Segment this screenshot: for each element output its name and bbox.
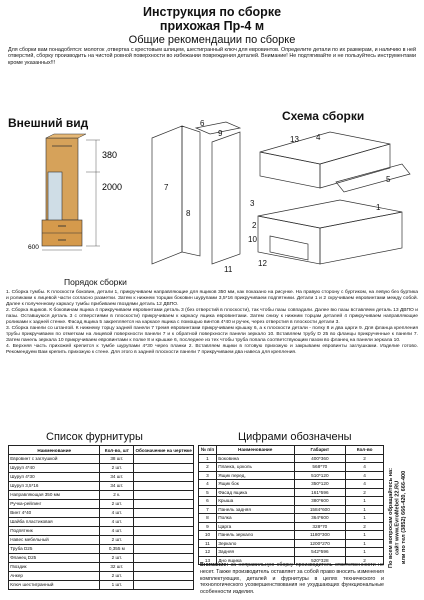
assembly-scheme-drawing [140, 119, 418, 284]
parts-row [199, 548, 384, 557]
parts-row [199, 514, 384, 523]
part-name: Царга [216, 522, 294, 531]
part-qty: 1 [346, 539, 384, 548]
part-size: 1584*600 [294, 505, 346, 514]
part-number: 12 [199, 548, 217, 557]
part-name: Ящик перед, [216, 471, 294, 480]
fittings-row [9, 563, 194, 572]
scheme-label: 12 [258, 259, 267, 268]
part-qty: 2 [346, 488, 384, 497]
scheme-label: 2 [252, 221, 257, 230]
scheme-drawer-front [260, 152, 320, 188]
scheme-drawer-top [260, 132, 390, 164]
fitting-name: Труба D25 [9, 545, 100, 554]
fittings-row [9, 464, 194, 473]
part-name: Задняя [216, 548, 294, 557]
part-number: 1 [199, 454, 217, 463]
scheme-label: 3 [250, 199, 255, 208]
warning-text: за неправильную сборку производитель ответственности не несет. Также производитель оставляет за собой право вносить изменения комплектующих, деталей и фурнитуры в целях технического и технологического усовершенствования не ухудшающих функциональные особенности изделия. [200, 562, 384, 596]
height-dimension-label: 2000 [102, 182, 123, 192]
fittings-row [9, 482, 194, 491]
contact-line3: или по тел (3852) 666-420, 666-400 [401, 470, 407, 565]
parts-col-number: № п/п [199, 446, 217, 455]
fitting-qty: 4 шт. [100, 527, 134, 536]
fittings-row [9, 545, 194, 554]
part-number: 8 [199, 514, 217, 523]
fitting-qty: 34 шт. [100, 473, 134, 482]
fittings-col-qty: Кол-во, шт [100, 446, 134, 455]
fitting-mark [134, 545, 194, 554]
part-size: 520*328 [294, 556, 346, 565]
part-qty: 1 [346, 531, 384, 540]
fitting-mark [134, 473, 194, 482]
part-qty: 4 [346, 480, 384, 489]
fittings-col-name: Наименование [9, 446, 100, 455]
parts-row [199, 522, 384, 531]
exterior-view-heading: Внешний вид [8, 116, 89, 130]
parts-table [198, 445, 384, 565]
scheme-mirror-panel [212, 132, 240, 264]
assembly-step: 3. Сборка панели со штангой. К нижнему торцу задней панели 7 тремя евровинтами прикручиваем крышку 6, а к плоскости детали - полку 8 и два царги 9. Для фланца крепления трубы прикручиваем по отметкам на лицевой поверхности панели 7 и к обратной поверхности панели зеркало 10. Вставляем трубу D 25 во фланцы прикрученные к панели 7. Затем панель зеркала 10 прикручиваем евровинтами к полке 8 и крышке 6, последнее из тех чтобы труба попала соответствующим пазом во фланец на панели зеркала 10. [6, 326, 418, 344]
fitting-mark [134, 482, 194, 491]
scheme-label: 5 [386, 175, 391, 184]
part-size: 1200*270 [294, 539, 346, 548]
fittings-table [8, 445, 194, 590]
contact-line1: По всем вопросам обращайтесь на: [388, 467, 394, 568]
scheme-label: 13 [290, 135, 299, 144]
fitting-mark [134, 464, 194, 473]
document-title-line1: Инструкция по сборке [142, 5, 282, 19]
fittings-row [9, 500, 194, 509]
fittings-heading: Список фурнитуры [46, 431, 143, 443]
scheme-cabinet-side [320, 212, 402, 264]
part-number: 4 [199, 480, 217, 489]
part-number: 11 [199, 539, 217, 548]
scheme-drawer-face [336, 164, 410, 192]
part-number: 5 [199, 488, 217, 497]
part-number: 7 [199, 505, 217, 514]
assembly-scheme-heading: Схема сборки [282, 109, 365, 123]
fitting-name: Ключ шестигранный [9, 581, 100, 590]
fitting-qty: 38 шт. [100, 455, 134, 464]
scheme-back-panel-side [182, 126, 200, 256]
part-qty: 2 [346, 556, 384, 565]
scheme-label: 7 [164, 183, 169, 192]
part-size: 380*600 [294, 497, 346, 506]
part-size: 161*596 [294, 488, 346, 497]
part-name: Панель зеркало [216, 531, 294, 540]
fitting-mark [134, 563, 194, 572]
parts-col-size: Габарит [294, 446, 346, 455]
fitting-qty: 0,355 м [100, 545, 134, 554]
scheme-drawer-lower [270, 236, 308, 260]
parts-row [199, 454, 384, 463]
part-number: 10 [199, 531, 217, 540]
part-size: 364*600 [294, 514, 346, 523]
fitting-qty: 4 шт. [100, 518, 134, 527]
fittings-row [9, 455, 194, 464]
fitting-name: Шайба пластиковая [9, 518, 100, 527]
scheme-back-panel [152, 126, 182, 264]
part-qty: 4 [346, 463, 384, 472]
fittings-row [9, 473, 194, 482]
fittings-row [9, 572, 194, 581]
fitting-qty: 4 шт. [100, 509, 134, 518]
general-recommendations-heading: Общие рекомендации по сборке [128, 34, 296, 46]
part-number: 6 [199, 497, 217, 506]
parts-header-row [199, 446, 384, 455]
fitting-qty: 2 к. [100, 491, 134, 500]
assembly-steps [6, 290, 418, 357]
part-qty: 2 [346, 454, 384, 463]
part-qty: 1 [346, 514, 384, 523]
parts-row [199, 480, 384, 489]
fitting-qty: 2 шт. [100, 554, 134, 563]
fitting-name: Шуруп 4*40 [9, 464, 100, 473]
fitting-name: Шуруп 3,5*16 [9, 482, 100, 491]
warning-label: Внимание: [200, 562, 229, 568]
fittings-row [9, 536, 194, 545]
fittings-row [9, 554, 194, 563]
parts-row [199, 463, 384, 472]
fittings-row [9, 518, 194, 527]
parts-col-qty: Кол-во [346, 446, 384, 455]
contact-line2: сайт www.EvroMebel 22.RU [394, 480, 401, 555]
fitting-mark [134, 500, 194, 509]
exterior-view-drawing [6, 132, 136, 258]
part-name: Боковина [216, 454, 294, 463]
scheme-label: 1 [376, 203, 381, 212]
part-number: 2 [199, 463, 217, 472]
fitting-mark [134, 536, 194, 545]
parts-row [199, 531, 384, 540]
fitting-name: Фланец D25 [9, 554, 100, 563]
assembly-step: 4. Верхняя часть прихожей крепится к тумбе шурупами 4*30 через планки 2. Вставляем ящики в готовую прихожую и закрываем евровинты заглушками. Изделие готово. Рекомендуем Вам крепить прихожую к стене. Для этого в задней плоскости панели 7 прикручиваем два навеса для крепления. [6, 344, 418, 356]
parts-row [199, 505, 384, 514]
scheme-label: 9 [218, 129, 223, 138]
parts-row [199, 497, 384, 506]
fitting-mark [134, 572, 194, 581]
fitting-qty: 2 шт. [100, 464, 134, 473]
fitting-name: Шуруп 4*30 [9, 473, 100, 482]
parts-row [199, 539, 384, 548]
fitting-name: Евровинт с заглушкой [9, 455, 100, 464]
fitting-mark [134, 527, 194, 536]
part-name: Фасад ящика [216, 488, 294, 497]
fitting-qty: 2 шт. [100, 500, 134, 509]
part-size: 568*70 [294, 463, 346, 472]
fittings-row [9, 581, 194, 590]
fitting-mark [134, 581, 194, 590]
scheme-label: 10 [248, 235, 257, 244]
document-title-line2: прихожая Пр-4 м [159, 19, 265, 33]
fittings-row [9, 509, 194, 518]
fitting-name: Анкер [9, 572, 100, 581]
parts-row [199, 471, 384, 480]
part-size: 510*120 [294, 471, 346, 480]
assembly-step: 1. Сборка тумбы. К плоскости боковин, детали 1, прикручиваем направляющие для ящиков 350 мм, как показано на рисунке. На правую сторону с буртиком, на левую без буртика и роликами к лицевой части согласно разметки. Затем к нижнем торцам боковин шурупами 3,5*16 прикручиваем подпятники. Детали 1 и 2 скручиваем евровинтами между собой. Далее к полученному каркасу тумбы прибиваем гвоздями деталь 12 ДВПО. [6, 290, 418, 307]
fittings-header-row [9, 446, 194, 455]
part-name: Крыша [216, 497, 294, 506]
part-name: Планка, цоколь [216, 463, 294, 472]
part-qty: 1 [346, 497, 384, 506]
part-size: 1180*300 [294, 531, 346, 540]
part-name: Дно ящика [216, 556, 294, 565]
fitting-mark [134, 554, 194, 563]
fitting-name: Навес мебельный [9, 536, 100, 545]
warning-note [200, 562, 384, 596]
fittings-row [9, 527, 194, 536]
part-qty: 1 [346, 505, 384, 514]
scheme-drawer-side [320, 144, 390, 188]
part-name: Панель задняя [216, 505, 294, 514]
scheme-label: 8 [186, 209, 191, 218]
part-number: 3 [199, 471, 217, 480]
numbers-heading: Цифрами обозначены [238, 431, 352, 443]
part-name: Полка [216, 514, 294, 523]
fitting-qty: 2 шт. [100, 572, 134, 581]
scheme-label: 4 [316, 133, 321, 142]
scheme-label: 11 [224, 265, 233, 274]
scheme-label: 6 [200, 119, 205, 128]
part-qty: 2 [346, 522, 384, 531]
fitting-mark [134, 491, 194, 500]
fitting-mark [134, 518, 194, 527]
fitting-mark [134, 455, 194, 464]
part-size: 400*360 [294, 454, 346, 463]
part-name: Ящик бок [216, 480, 294, 489]
assembly-order-heading: Порядок сборки [64, 277, 127, 287]
part-number: 9 [199, 522, 217, 531]
fittings-row [9, 491, 194, 500]
part-size: 542*596 [294, 548, 346, 557]
fitting-qty: 34 шт. [100, 482, 134, 491]
top-shelf [46, 134, 86, 138]
part-number: 13 [199, 556, 217, 565]
part-size: 350*120 [294, 480, 346, 489]
contact-side-note [388, 440, 418, 595]
fitting-name: Направляющая 350 мм [9, 491, 100, 500]
fitting-name: Гвоздик [9, 563, 100, 572]
fitting-qty: 1 шт. [100, 581, 134, 590]
depth-dimension-label: 380 [102, 150, 118, 160]
parts-row [199, 488, 384, 497]
fitting-name: Подпятник [9, 527, 100, 536]
part-size: 328*70 [294, 522, 346, 531]
fitting-mark [134, 509, 194, 518]
fitting-qty: 2 шт. [100, 536, 134, 545]
fitting-name: Ручка-рейлинг [9, 500, 100, 509]
part-qty: 1 [346, 548, 384, 557]
fitting-qty: 32 шт. [100, 563, 134, 572]
parts-col-name: Наименование [216, 446, 294, 455]
fittings-col-mark: Обозначение на чертеже [135, 447, 192, 453]
part-name: Зеркало [216, 539, 294, 548]
width-dimension-label: 600 [28, 244, 39, 251]
assembly-step: 2. Сборка ящиков. К боковинам ящика 4 прикручиваем евровинтами деталь 3 (без отверстий в плоскости), так чтобы пазы совпадали. Далее вю пазы вставляем деталь 13 ДВПО и пазы. Оставшуюся деталь 3 с отверстиями в плоскости) прикручиваем к каркасу ящика евровинтами. Затем снизу к нижним торцам деталей 4 прикручиваем направляющие роликами к задней стенке. Фасад ящика 5 закрепляется на каркасе ящика с помощью винтов 4*40 и ручек, через отверстия в плоскости детали 3. [6, 308, 418, 325]
lead-paragraph: Для сборки вам понадобятся: молоток ,отвертка с крестовым шлицем, шестигранный ключ для евровинтов. Определите детали по их размерам, и наличию в ней отверстий, сборку производить на чистой ровной поверхности во избежании повреждения деталей. Внимание! Не подтягивайте и не пользуйтесь инструментами кроме указанных!!! [8, 47, 416, 66]
part-qty: 4 [346, 471, 384, 480]
fitting-name: Винт 4*40 [9, 509, 100, 518]
